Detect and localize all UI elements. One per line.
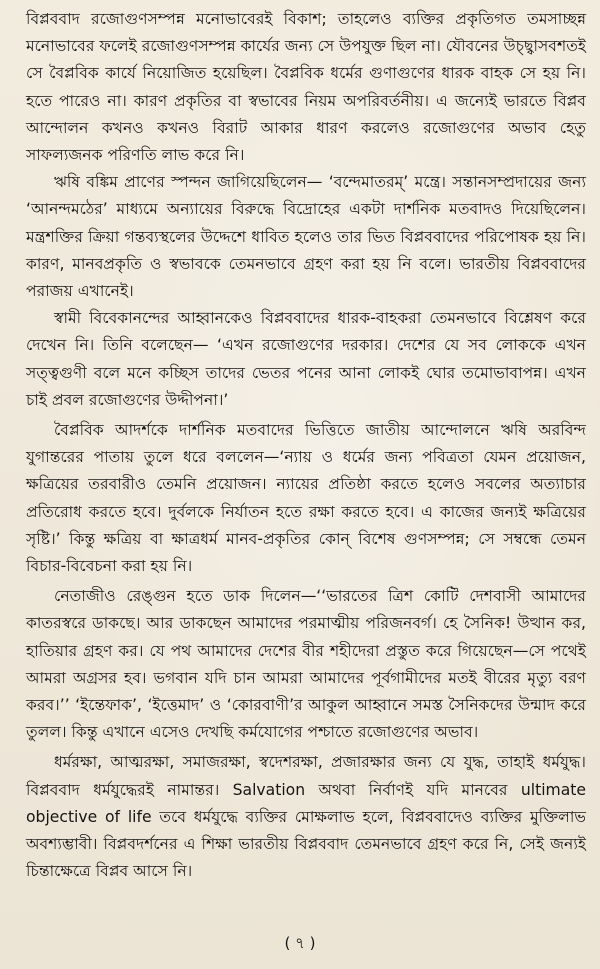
paragraph-1: বিপ্লববাদ রজোগুণসম্পন্ন মনোভাবেরই বিকাশ; তাহলেও ব্যক্তির প্রকৃতিগত তমসাচ্ছন্ন মনোভাবের ফলেই রজোগুণসম্পন্ন কার্যের জন্য সে উপযুক্ত ছিল না। যৌবনের উচ্ছ্বাসবশতই সে বৈপ্লবিক কার্যে নিয়োজিত হয়েছিল। বৈপ্লবিক ধর্মের গুণাগুণের ধারক বাহক সে হয় নি। হতে পারেও না। কারণ প্রকৃতির বা স্বভাবের নিয়ম অপরিবর্তনীয়। এ জন্যেই ভারতে বিপ্লব আন্দোলন কখনও কখনও বিরাট আকার ধারণ করলেও রজোগুণের অভাব হেতু সাফল্যজনক পরিণতি লাভ করে নি। <box>26 10 586 165</box>
paragraph-3: স্বামী বিবেকানন্দের আহ্বানকেও বিপ্লববাদের ধারক-বাহকরা তেমনভাবে বিশ্লেষণ করে দেখেন নি। তিনি বলেছেন— ‘এখন রজোগুণের দরকার। দেশের যে সব লোককে এখন সত্ত্বগুণী বলে মনে কচ্ছিস তাদের ভেতর পনের আনা লোকই ঘোর তমোভাবাপন্ন। এখন চাই প্রবল রজোগুণের উদ্দীপনা।’ <box>26 309 586 409</box>
paragraph-6: ধর্মরক্ষা, আত্মরক্ষা, সমাজরক্ষা, স্বদেশরক্ষা, প্রজারক্ষার জন্য যে যুদ্ধ, তাহাই ধর্মযুদ্ধ। বিপ্লববাদ ধর্মযুদ্ধেরই নামান্তর। Salvation অথবা নির্বাণই যদি মানবের ultimate objective of life তবে ধর্মযুদ্ধে ব্যক্তির মোক্ষলাভ হলে, বিপ্লববাদেও ব্যক্তির মুক্তিলাভ অবশ্যম্ভাবী। বিপ্লবদর্শনের এ শিক্ষা ভারতীয় বিপ্লববাদ তেমনভাবে গ্রহণ করে নি, সেই জন্যই চিন্তাক্ষেত্রে বিপ্লব আসে নি। <box>26 753 586 881</box>
paragraph-2: ঋষি বঙ্কিম প্রাণের স্পন্দন জাগিয়েছিলেন— ‘বন্দেমাতরম্’ মন্ত্রে। সন্তানসম্প্রদায়ের জন্য ‘আনন্দমঠের’ মাধ্যমে অন্যায়ের বিরুদ্ধে বিদ্রোহের একটা দার্শনিক মতবাদও দিয়েছিলেন। মন্ত্রশক্তির ক্রিয়া গন্তব্যস্থলের উদ্দেশে ধাবিত হলেও তার ভিত বিপ্লববাদের পরিপোষক হয় নি। কারণ, মানবপ্রকৃতি ও স্বভাবকে তেমনভাবে গ্রহণ করা হয় নি বলে। ভারতীয় বিপ্লববাদের পরাজয় এখানেই। <box>26 173 586 301</box>
paragraph-4: বৈপ্লবিক আদর্শকে দার্শনিক মতবাদের ভিত্তিতে জাতীয় আন্দোলনে ঋষি অরবিন্দ যুগান্তরের পাতায় তুলে ধরে বললেন—‘ন্যায় ও ধর্মের জন্য পবিত্রতা যেমন প্রয়োজন, ক্ষত্রিয়ের তরবারীও তেমনি প্রয়োজন। ন্যায়ের প্রতিষ্ঠা করতে হলেও সবলের অত্যাচার প্রতিরোধ করতে হবে। দুর্বলকে নির্যাতন হতে রক্ষা করতে হবে। এ কাজের জন্যই ক্ষত্রিয়ের সৃষ্টি।’ কিন্তু ক্ষত্রিয় বা ক্ষাত্রধর্ম মানব-প্রকৃতির কোন্ বিশেষ গুণসম্পন্ন; সে সম্বন্ধে তেমন বিচার-বিবেচনা করা হয় নি। <box>26 421 586 576</box>
paragraph-5: নেতাজীও রেঙ্গুন হতে ডাক দিলেন—‘‘ভারতের ত্রিশ কোটি দেশবাসী আমাদের কাতরস্বরে ডাকছে। আর ডাকছেন আমাদের পরমাত্মীয় পরিজনবর্গ। হে সৈনিক! উত্থান কর, হাতিয়ার গ্রহণ কর। যে পথ আমাদের দেশের বীর শহীদেরা প্রস্তুত করে গিয়েছেন—সে পথেই আমরা অগ্রসর হব। ভগবান যদি চান আমরা আমাদের পূর্বগামীদের মতই বীরের মৃত্যু বরণ করব।’’ ‘ইন্তেফাক’, ‘ইত্তেমাদ’ ও ‘কোরবাণী’র আকুল আহ্বানে সমস্ত সৈনিকদের উন্মাদ করে তুলল। কিন্তু এখানে এসেও দেখছি কর্মযোগের পশ্চাতে রজোগুণের অভাব। <box>26 587 586 742</box>
body-text <box>26 6 586 886</box>
page-number: ( ৭ ) <box>284 934 316 952</box>
